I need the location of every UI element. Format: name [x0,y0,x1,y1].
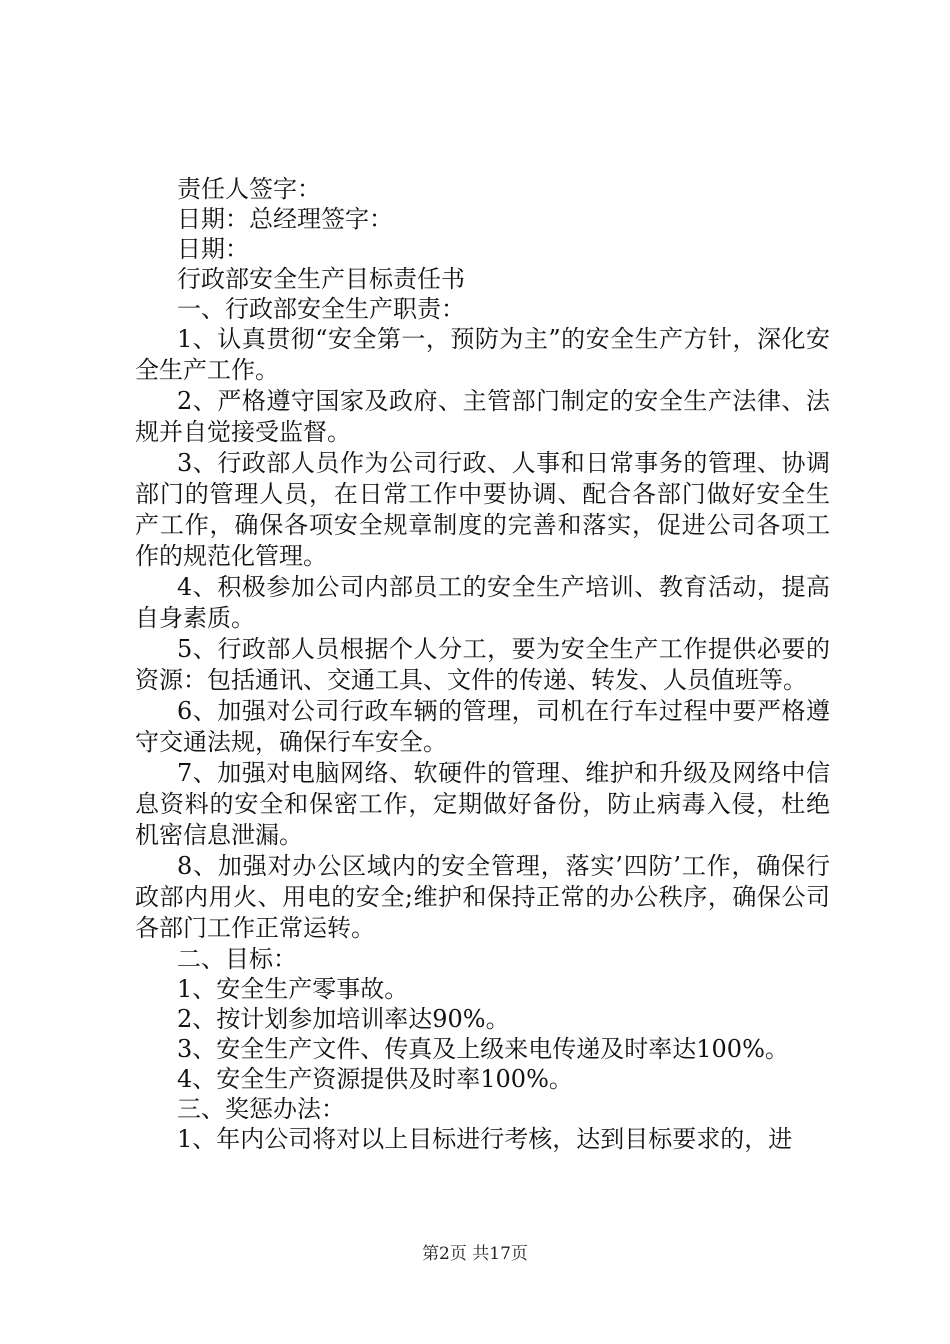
goal-item: 3、安全生产文件、传真及上级来电传递及时率达100%。 [177,1035,789,1063]
reward-item: 1、年内公司将对以上目标进行考核，达到目标要求的，进 [177,1125,793,1153]
page-number-footer: 第2页 共17页 [422,1244,528,1264]
duty-paragraph: 7、加强对电脑网络、软硬件的管理、维护和升级及网络中信息资料的安全和保密工作，定期做好备份，防止病毒入侵，杜绝机密信息泄漏。 [135,759,830,849]
signature-line-responsible: 责任人签字： [177,175,321,203]
duty-paragraph: 8、加强对办公区域内的安全管理，落实’四防’工作，确保行政部内用火、用电的安全;维护和保持正常的办公秩序，确保公司各部门工作正常运转。 [135,852,830,942]
duty-paragraph: 4、积极参加公司内部员工的安全生产培训、教育活动，提高自身素质。 [135,573,830,632]
date-line: 日期： [177,235,249,263]
date-manager-signature-line: 日期：总经理签字： [177,205,393,233]
duty-paragraph: 6、加强对公司行政车辆的管理，司机在行车过程中要严格遵守交通法规，确保行车安全。 [135,697,830,756]
section-heading-rewards: 三、奖惩办法： [177,1095,345,1123]
document-title: 行政部安全生产目标责任书 [177,265,465,293]
section-heading-goals: 二、目标： [177,945,297,973]
duty-paragraph: 1、认真贯彻“安全第一，预防为主”的安全生产方针，深化安全生产工作。 [135,325,830,384]
duty-paragraph: 2、严格遵守国家及政府、主管部门制定的安全生产法律、法规并自觉接受监督。 [135,387,830,446]
duty-paragraph: 5、行政部人员根据个人分工，要为安全生产工作提供必要的资源：包括通讯、交通工具、文件的传递、转发、人员值班等。 [135,635,830,694]
section-heading-duties: 一、行政部安全生产职责： [177,295,465,323]
goal-item: 2、按计划参加培训率达90%。 [177,1005,510,1033]
document-body [135,174,830,1154]
goal-item: 4、安全生产资源提供及时率100%。 [177,1065,573,1093]
goal-item: 1、安全生产零事故。 [177,975,409,1003]
duty-paragraph: 3、行政部人员作为公司行政、人事和日常事务的管理、协调部门的管理人员，在日常工作中要协调、配合各部门做好安全生产工作，确保各项安全规章制度的完善和落实，促进公司各项工作的规范化管理。 [135,449,830,570]
